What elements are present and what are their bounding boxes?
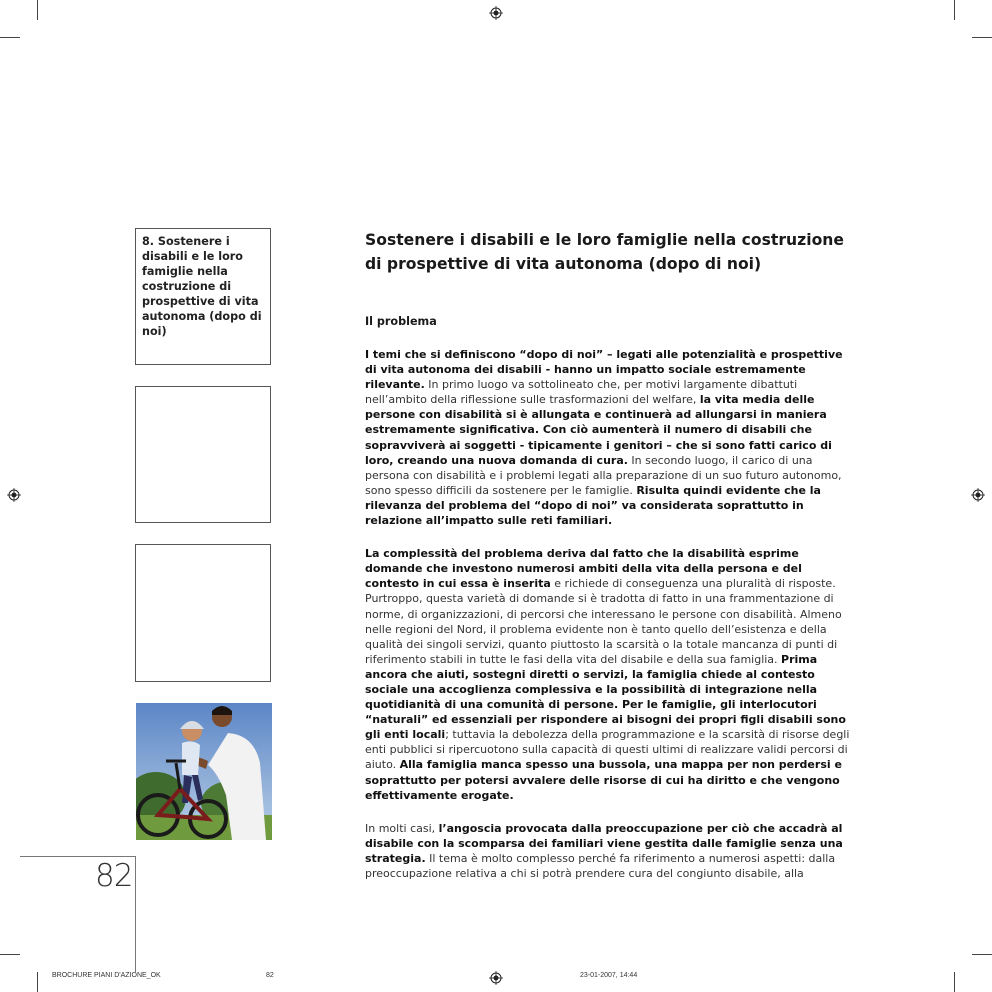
registration-mark-icon bbox=[971, 488, 985, 502]
text-run: In secondo luogo, il carico di una persona con disabilità e i problemi legati alla preparazione di un suo futuro autonomo, sono spesso difficili da sostenere per le famiglie. bbox=[365, 453, 842, 497]
text-run: Il tema è molto complesso perché fa riferimento a numerosi aspetti: dalla preoccupazione relativa a chi si potrà prendere cura del congiunto disabile, alla bbox=[365, 851, 836, 880]
bold-text-run: la vita media delle persone con disabilità si è allungata e continuerà ad allungarsi in maniera estremamente significativa. Con ciò aumenterà il numero di disabili che sopravviverà ai soggetti - tipicamente i genitori – che si sono fatti carico di loro, creando una nuova domanda di cura. bbox=[365, 393, 832, 467]
bold-text-run: Alla famiglia manca spesso una bussola, una mappa per non perdersi e soprattutto per potersi avvalere delle risorse di cui ha diritto e che vengono effettivamente erogate. bbox=[365, 758, 842, 802]
text-run: e richiede di conseguenza una pluralità di risposte. Purtroppo, questa varietà di domande si è tradotta di fatto in una frammentazione di norme, di organizzazioni, di percorsi che interessano le persone con disabilità. Almeno nelle regioni del Nord, il problema evidente non è tanto quello dell’esistenza e della qualità dei singoli servizi, quanto piuttosto la scarsità o la totale mancanza di punti di riferimento stabili in tutte le fasi della vita del disabile e della sua famiglia. bbox=[365, 577, 842, 666]
sidebar-title-box bbox=[135, 228, 271, 365]
bold-text-run: I temi che si definiscono “dopo di noi” – legati alle potenzialità e prospettive di vita autonoma dei disabili - hanno un impatto sociale estremamente rilevante. bbox=[365, 348, 843, 392]
crop-mark bbox=[37, 0, 38, 20]
crop-mark bbox=[0, 37, 20, 38]
sidebar-title: 8. Sostenere i disabili e le loro famiglie nella costruzione di prospettive di vita autonoma (dopo di noi) bbox=[142, 235, 262, 338]
main-article bbox=[365, 228, 855, 881]
registration-mark-icon bbox=[7, 488, 21, 502]
crop-mark bbox=[0, 954, 20, 955]
crop-mark bbox=[954, 0, 955, 20]
page-number-rule bbox=[135, 857, 136, 972]
page-number: 82 bbox=[95, 858, 133, 894]
article-heading: Sostenere i disabili e le loro famiglie nella costruzione di prospettive di vita autonoma (dopo di noi) bbox=[365, 231, 844, 273]
footer-filename: BROCHURE PIANI D'AZIONE_OK bbox=[52, 972, 161, 979]
footer-datetime: 23-01-2007, 14:44 bbox=[580, 972, 638, 979]
paragraph-3 bbox=[365, 821, 855, 881]
section-subheading: Il problema bbox=[365, 315, 437, 328]
registration-mark-icon bbox=[489, 6, 503, 20]
footer-page: 82 bbox=[266, 972, 274, 979]
sidebar-empty-box bbox=[135, 544, 271, 682]
paragraph-2 bbox=[365, 546, 855, 803]
bold-text-run: La complessità del problema deriva dal fatto che la disabilità esprime domande che investono numerosi ambiti della vita della persona e del contesto in cui essa è inserita bbox=[365, 547, 802, 591]
bold-text-run: Prima ancora che aiuti, sostegni diretti o servizi, la famiglia chiede al contesto sociale una accoglienza complessiva e la possibilità di integrazione nella quotidianità di una comunità di persone. Per le famiglie, gli interlocutori “naturali” ed essenziali per rispondere ai bisogni dei propri figli disabili sono gli enti locali bbox=[365, 652, 846, 742]
sidebar-empty-box bbox=[135, 386, 271, 523]
photo-father-child-bicycle bbox=[136, 703, 272, 840]
bold-text-run: l’angoscia provocata dalla preoccupazione per ciò che accadrà al disabile con la scomparsa dei familiari viene gestita dalle famiglie senza una strategia. bbox=[365, 821, 843, 865]
text-run: In primo luogo va sottolineato che, per motivi largamente dibattuti nell’ambito della riflessione sulle trasformazioni del welfare, bbox=[365, 378, 798, 407]
page-number-rule bbox=[20, 856, 136, 857]
crop-mark bbox=[37, 972, 38, 992]
crop-mark bbox=[972, 954, 992, 955]
registration-mark-icon bbox=[489, 971, 503, 985]
text-run: ; tuttavia la debolezza della programmazione e la scarsità di risorse degli enti pubblici si ripercuotono sulla capacità di questi ultimi di realizzare validi percorsi di aiuto. bbox=[365, 728, 850, 772]
bold-text-run: Risulta quindi evidente che la rilevanza del problema del “dopo di noi” va considerata soprattutto in relazione all’impatto sulle reti familiari. bbox=[365, 483, 821, 528]
crop-mark bbox=[972, 37, 992, 38]
paragraph-1 bbox=[365, 347, 855, 528]
crop-mark bbox=[954, 972, 955, 992]
text-run: In molti casi, bbox=[365, 821, 439, 835]
